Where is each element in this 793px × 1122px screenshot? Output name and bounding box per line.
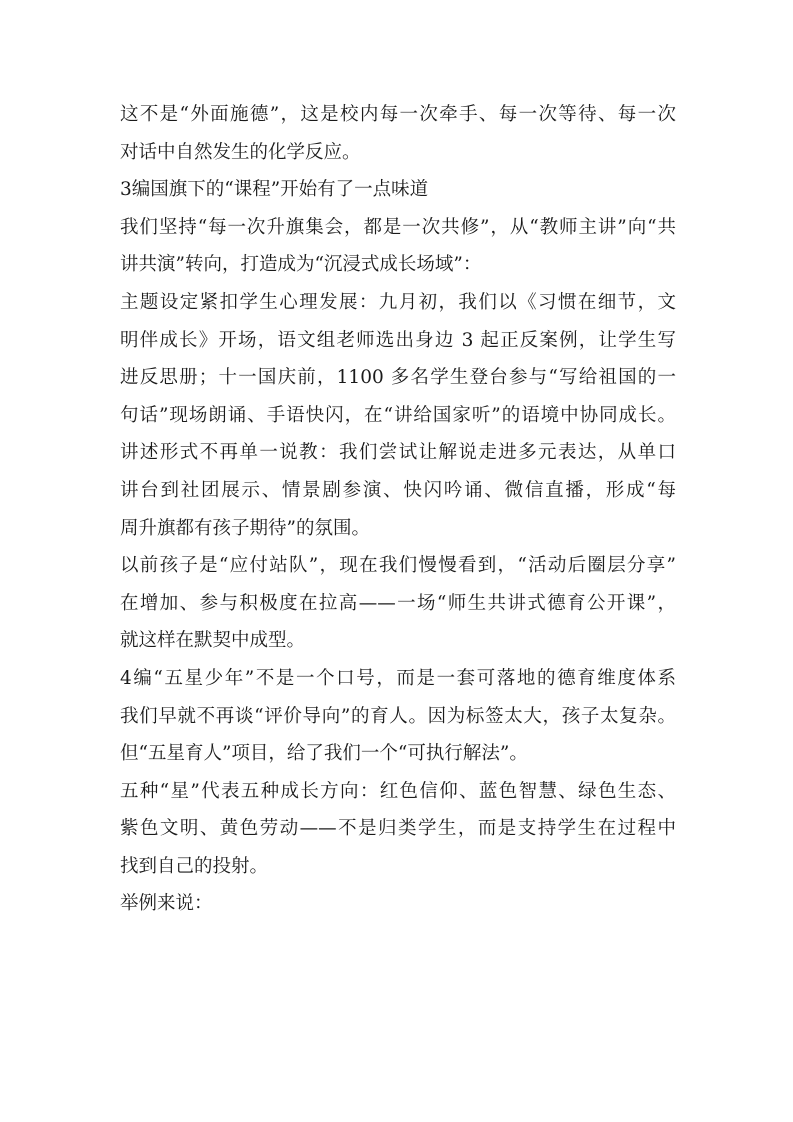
- text-line: 对话中自然发生的化学反应。: [120, 141, 361, 163]
- text-line: 讲述形式不再单一说教：我们尝试让解说走进多元表达，从单口: [120, 442, 676, 464]
- text-line: 讲共演”转向，打造成为“沉浸式成长场域”：: [120, 254, 482, 276]
- text-line: 明伴成长》开场，语文组老师选出身边 3 起正反案例，让学生写: [120, 329, 676, 351]
- text-line: 这不是“外面施德”，这是校内每一次牵手、每一次等待、每一次: [120, 104, 676, 125]
- text-line: 我们早就不再谈“评价导向”的育人。因为标签太大，孩子太复杂。: [120, 705, 676, 727]
- text-line: 五种“星”代表五种成长方向：红色信仰、蓝色智慧、绿色生态、: [120, 780, 676, 802]
- text-line: 我们坚持“每一次升旗集会，都是一次共修”，从“教师主讲”向“共: [120, 216, 676, 238]
- text-line: 紫色文明、黄色劳动——不是归类学生，而是支持学生在过程中: [120, 818, 676, 840]
- text-line: 找到自己的投射。: [120, 855, 269, 877]
- text-line: 就这样在默契中成型。: [120, 630, 306, 652]
- section-heading: 4编“五星少年”不是一个口号，而是一套可落地的德育维度体系: [120, 667, 676, 689]
- text-line: 讲台到社团展示、情景剧参演、快闪吟诵、微信直播，形成“每: [120, 479, 676, 501]
- text-line: 举例来说：: [120, 893, 213, 915]
- document-body: [120, 96, 676, 923]
- text-line: 但“五星育人”项目，给了我们一个“可执行解法”。: [120, 743, 528, 765]
- text-line: 周升旗都有孩子期待”的氛围。: [120, 517, 370, 539]
- text-line: 以前孩子是“应付站队”，现在我们慢慢看到，“活动后圈层分享”: [120, 555, 676, 577]
- section-heading: 3编国旗下的“课程”开始有了一点味道: [120, 179, 429, 201]
- text-line: 句话”现场朗诵、手语快闪，在“讲给国家听”的语境中协同成长。: [120, 404, 676, 426]
- text-line: 进反思册；十一国庆前，1100 多名学生登台参与“写给祖国的一: [120, 367, 676, 389]
- text-line: 主题设定紧扣学生心理发展：九月初，我们以《习惯在细节，文: [120, 291, 676, 313]
- text-line: 在增加、参与积极度在拉高——一场“师生共讲式德育公开课”，: [120, 592, 676, 614]
